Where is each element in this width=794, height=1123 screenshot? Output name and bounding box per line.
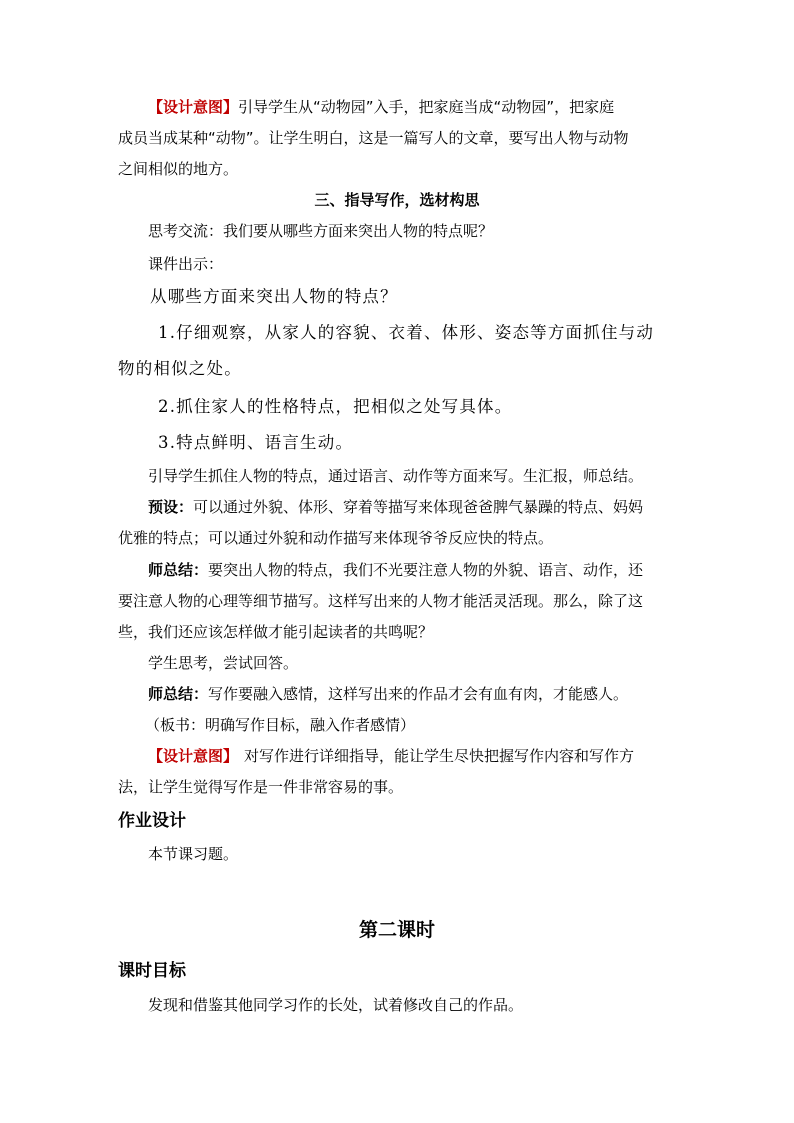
design-intent-paragraph-1	[148, 96, 614, 118]
design-intent-text: 法，让学生觉得写作是一件非常容易的事。	[118, 778, 404, 796]
design-intent-text: 对写作进行详细指导，能让学生尽快把握写作内容和写作方	[244, 747, 635, 765]
preset-paragraph	[148, 496, 643, 518]
section-title: 三、指导写作，选材构思	[314, 191, 480, 209]
design-intent-label: 【设计意图】	[148, 98, 239, 116]
students-response: 学生思考，尝试回答。	[148, 654, 299, 672]
slide-item-2: 2.抓住家人的性格特点，把相似之处写具体。	[158, 397, 513, 416]
summary-label: 师总结：	[148, 685, 209, 703]
design-intent-label: 【设计意图】	[148, 747, 239, 765]
lesson-title: 第二课时	[358, 919, 435, 941]
lesson-goal-text: 发现和借鉴其他同学习作的长处，试着修改自己的作品。	[148, 996, 524, 1014]
design-intent-paragraph-2	[148, 745, 634, 767]
courseware-label: 课件出示：	[148, 255, 224, 273]
design-intent-text: 引导学生从“动物园”入手，把家庭当成“动物园”，把家庭	[238, 98, 615, 116]
summary-label: 师总结：	[148, 561, 209, 579]
summary-text: 要注意人物的心理等细节描写。这样写出来的人物才能活灵活现。那么，除了这	[118, 592, 644, 610]
lesson-goal-heading: 课时目标	[118, 961, 186, 981]
summary-text: 些，我们还应该怎样做才能引起读者的共鸣呢？	[118, 623, 434, 641]
design-intent-text: 之间相似的地方。	[118, 160, 239, 178]
design-intent-text: 成员当成某种“动物”。让学生明白，这是一篇写人的文章，要写出人物与动物	[118, 129, 629, 147]
preset-label: 预设：	[148, 498, 194, 516]
preset-text: 优雅的特点；可以通过外貌和动作描写来体现爷爷反应快的特点。	[118, 529, 554, 547]
teacher-summary-2	[148, 683, 628, 705]
teacher-summary-1	[148, 559, 643, 581]
slide-question: 从哪些方面来突出人物的特点？	[150, 287, 398, 306]
homework-heading: 作业设计	[118, 811, 186, 831]
homework-text: 本节课习题。	[148, 845, 239, 863]
preset-text: 可以通过外貌、体形、穿着等描写来体现爸爸脾气暴躁的特点、妈妈	[193, 498, 644, 516]
guide-paragraph: 引导学生抓住人物的特点，通过语言、动作等方面来写。生汇报，师总结。	[148, 467, 644, 485]
board-note: （板书：明确写作目标，融入作者感情）	[145, 716, 416, 734]
slide-item-1: 1.仔细观察，从家人的容貌、衣着、体形、姿态等方面抓住与动	[158, 323, 655, 342]
slide-item-3: 3.特点鲜明、语言生动。	[158, 433, 354, 452]
summary-text: 写作要融入感情，这样写出来的作品才会有血有肉，才能感人。	[208, 685, 629, 703]
discussion-prompt: 思考交流：我们要从哪些方面来突出人物的特点呢？	[148, 222, 494, 240]
summary-text: 要突出人物的特点，我们不光要注意人物的外貌、语言、动作，还	[208, 561, 644, 579]
slide-item-1-cont: 物的相似之处。	[118, 359, 242, 378]
